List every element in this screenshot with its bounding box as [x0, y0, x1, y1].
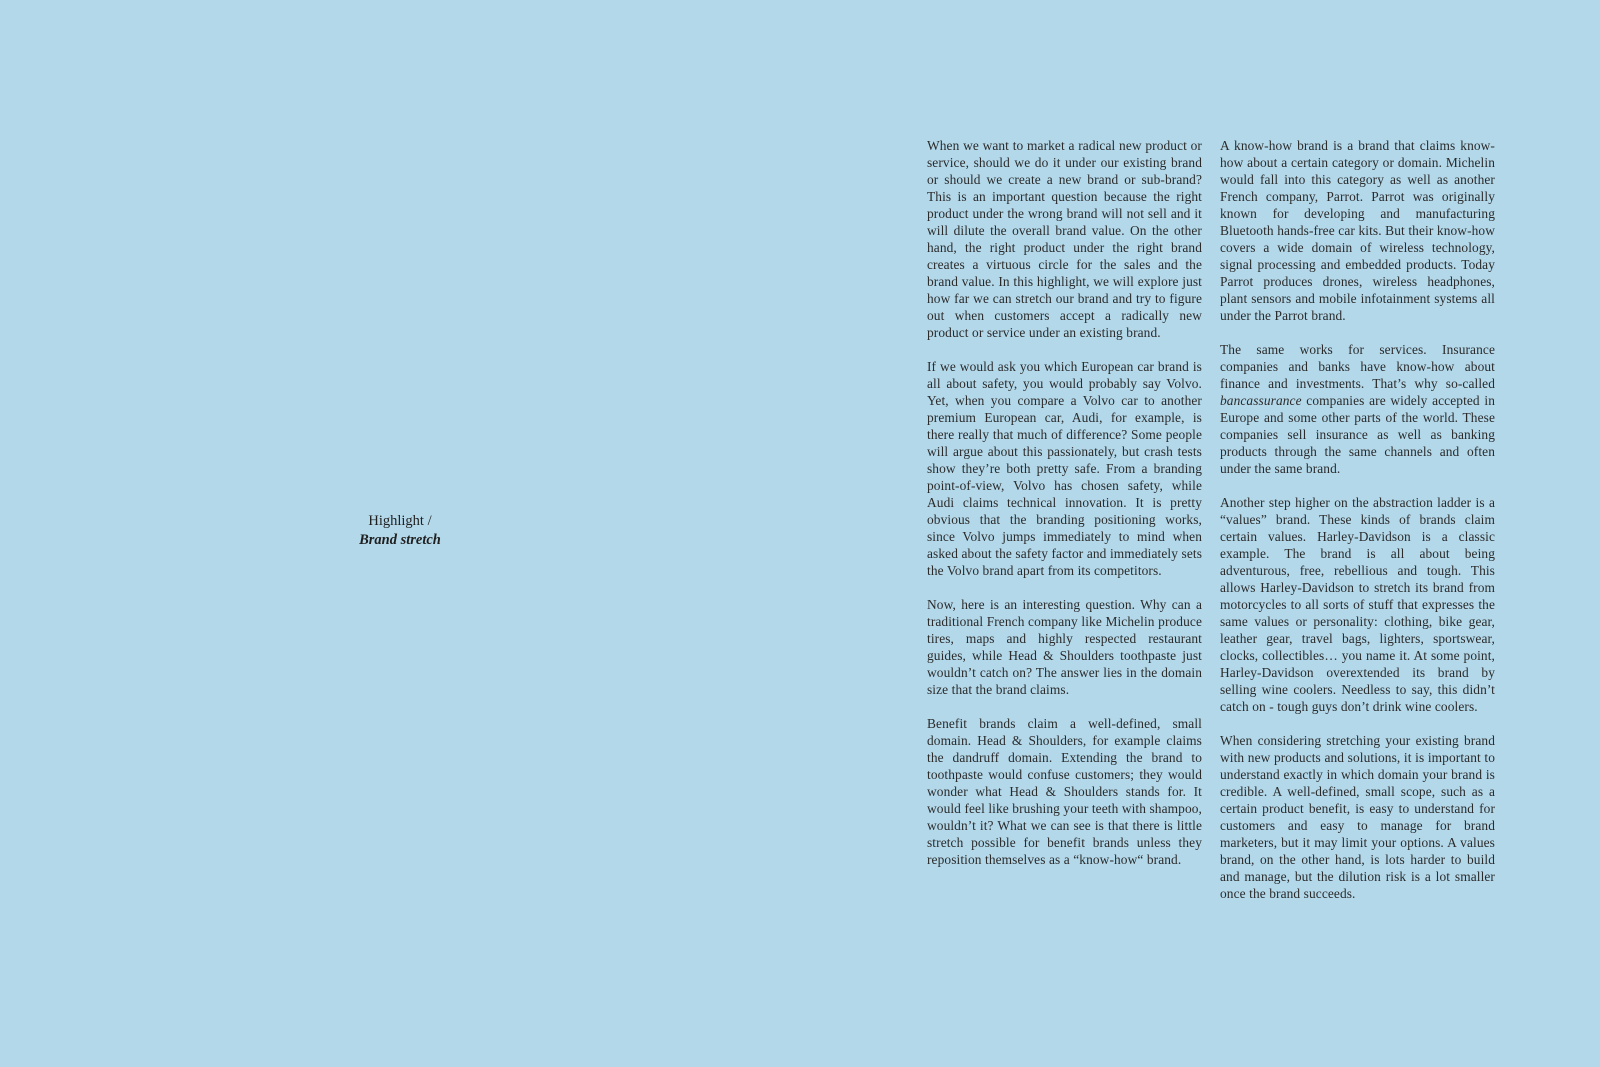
paragraph — [1220, 341, 1495, 477]
highlight-label: Highlight / — [368, 513, 432, 529]
paragraph: Benefit brands claim a well-defined, small domain. Head & Shoulders, for example claims the dandruff domain. Extending the brand to toothpaste would confuse customers; they would wonder what Head & Shoulders stands for. It would feel like brushing your teeth with shampoo, wouldn’t it? What we can see is that there is little stretch possible for benefit brands unless they reposition themselves as a “know-how“ brand. — [927, 716, 1202, 867]
paragraph: When considering stretching your existing brand with new products and solutions, it is important to understand exactly in which domain your brand is credible. A well-defined, small scope, such as a certain product benefit, is easy to understand for customers and easy to manage for brand marketers, but it may limit your options. A values brand, on the other hand, is lots harder to build and manage, but the dilution risk is a lot smaller once the brand succeeds. — [1220, 733, 1495, 901]
highlight-heading — [330, 512, 470, 550]
paragraph: If we would ask you which European car brand is all about safety, you would probably say Volvo. Yet, when you compare a Volvo car to another premium European car, Audi, for example, is there really that much of difference? Some people will argue about this passionately, but crash tests show they’re both pretty safe. From a branding point-of-view, Volvo has chosen safety, while Audi claims technical innovation. It is pretty obvious that the branding positioning works, since Volvo jumps immediately to mind when asked about the safety factor and immediately sets the Volvo brand apart from its competitors. — [927, 359, 1202, 578]
paragraph: Another step higher on the abstraction ladder is a “values” brand. These kinds of brands claim certain values. Harley-Davidson is a classic example. The brand is all about being adventurous, free, rebellious and tough. This allows Harley-Davidson to stretch its brand from motorcycles to all sorts of stuff that expresses the same values or personality: clothing, bike gear, leather gear, travel bags, lighters, sportswear, clocks, collectibles… you name it. At some point, Harley-Davidson overextended its brand by selling wine coolers. Needless to say, this didn’t catch on - tough guys don’t drink wine coolers. — [1220, 495, 1495, 714]
paragraph: When we want to market a radical new product or service, should we do it under our existing brand or should we create a new brand or sub-brand? This is an important question because the right product under the wrong brand will not sell and it will dilute the overall brand value. On the other hand, the right product under the right brand creates a virtuous circle for the sales and the brand value. In this highlight, we will explore just how far we can stretch our brand and try to figure out when customers accept a radically new product or service under an existing brand. — [927, 138, 1202, 340]
paragraph-text: The same works for services. Insurance companies and banks have know-how about finance and investments. That’s why so-called — [1220, 342, 1495, 391]
paragraph: A know-how brand is a brand that claims know-how about a certain category or domain. Michelin would fall into this category as well as another French company, Parrot. Parrot was originally known for developing and manufacturing Bluetooth hands-free car kits. But their know-how covers a wide domain of wireless technology, signal processing and embedded products. Today Parrot produces drones, wireless headphones, plant sensors and mobile infotainment systems all under the Parrot brand. — [1220, 138, 1495, 323]
text-column-right — [1220, 137, 1495, 902]
text-column-left — [927, 137, 1202, 868]
highlight-title: Brand stretch — [359, 532, 441, 548]
emphasis-term: bancassurance — [1220, 393, 1302, 408]
paragraph-text: companies are widely accepted in Europe and some other parts of the world. These companies sell insurance as well as banking products through the same channels and often under the same brand. — [1220, 393, 1495, 476]
paragraph: Now, here is an interesting question. Why can a traditional French company like Michelin produce tires, maps and highly respected restaurant guides, while Head & Shoulders toothpaste just wouldn’t catch on? The answer lies in the domain size that the brand claims. — [927, 597, 1202, 697]
